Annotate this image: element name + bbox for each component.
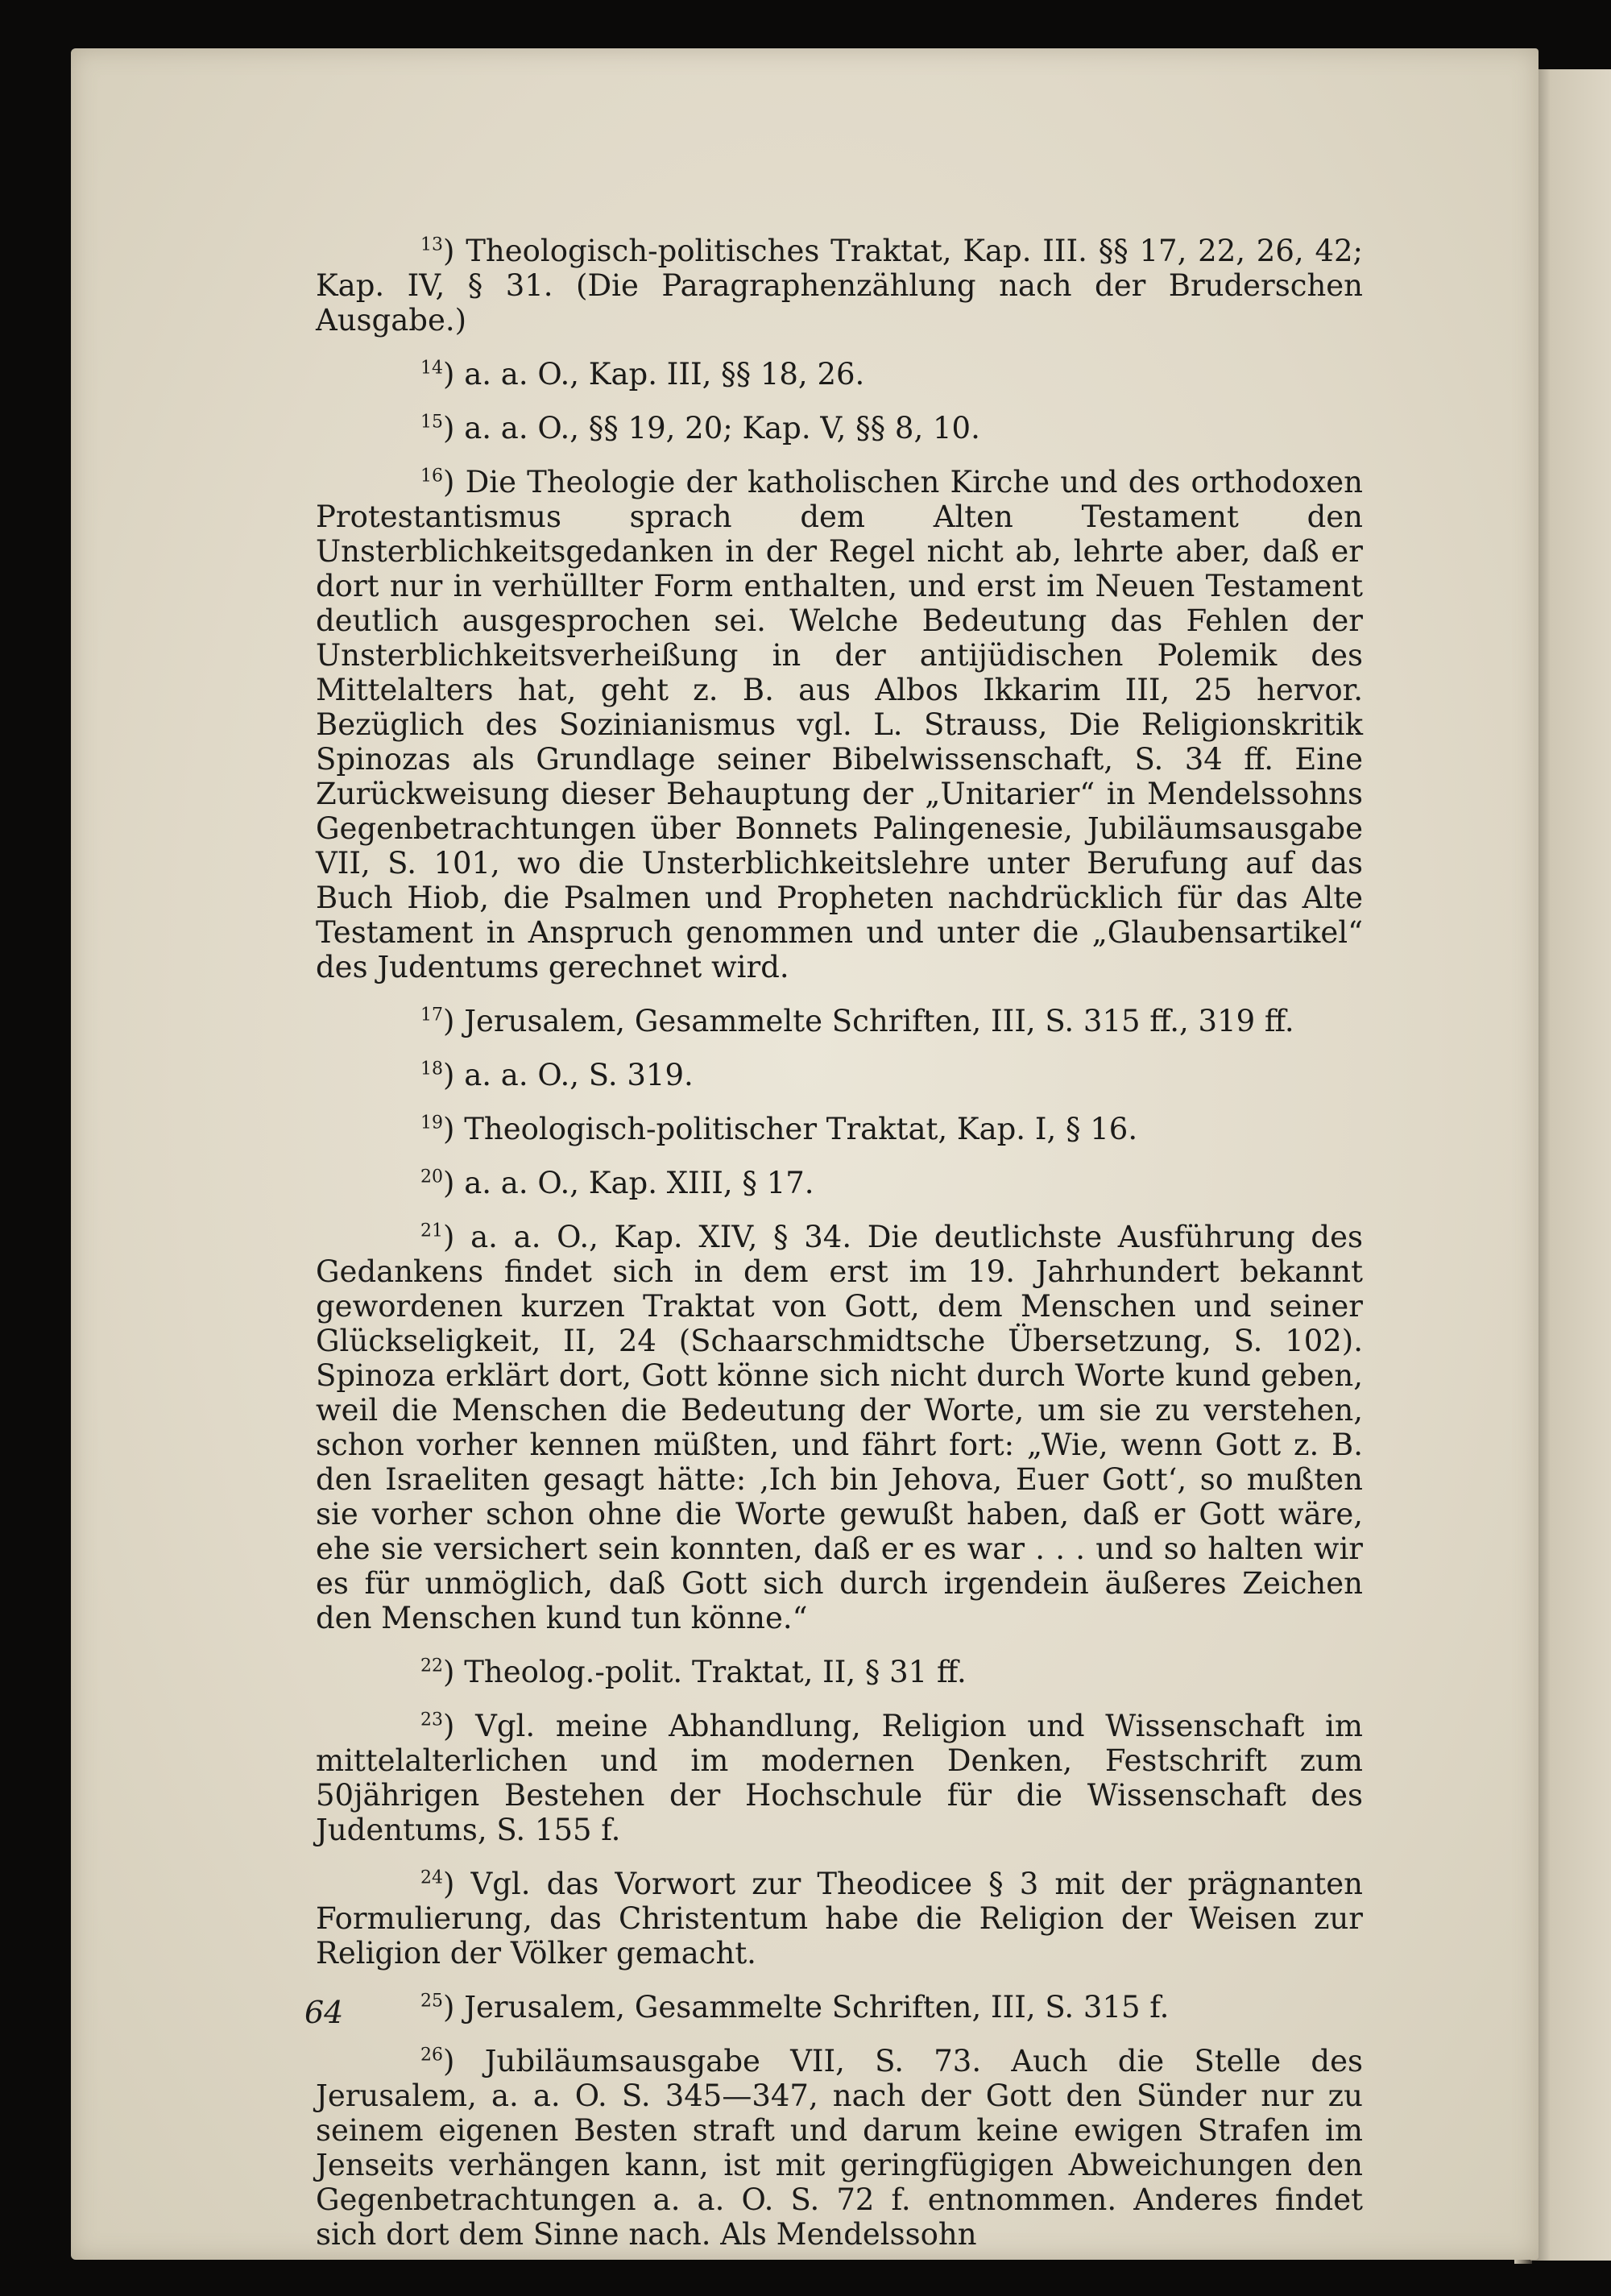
footnote-text: ) a. a. O., Kap. XIII, § 17. xyxy=(443,1166,814,1200)
footnote xyxy=(316,465,1363,984)
footnote-number: 19 xyxy=(420,1113,443,1133)
footnote-text: ) Vgl. das Vorwort zur Theodicee § 3 mit der prägnanten Formulierung, das Christentum habe die Religion der Weisen zur Religion der Völker gemacht. xyxy=(316,1867,1363,1971)
footnote-text: ) Theologisch-politischer Traktat, Kap. I, § 16. xyxy=(443,1112,1138,1146)
footnote-text: ) Jerusalem, Gesammelte Schriften, III, S. 315 ff., 319 ff. xyxy=(443,1004,1294,1038)
footnote-number: 22 xyxy=(420,1656,443,1676)
footnote xyxy=(316,1166,1363,1200)
footnotes-block xyxy=(316,234,1363,2271)
footnote xyxy=(316,1112,1363,1146)
footnote xyxy=(316,411,1363,446)
footnote-text: ) a. a. O., §§ 19, 20; Kap. V, §§ 8, 10. xyxy=(443,411,980,446)
footnote-number: 17 xyxy=(420,1005,443,1026)
footnote xyxy=(316,1004,1363,1038)
footnote-text: ) Theologisch-politisches Traktat, Kap. III. §§ 17, 22, 26, 42; Kap. IV, § 31. (Die Paragraphenzählung nach der Bruderschen Ausgabe.) xyxy=(316,234,1363,338)
footnote xyxy=(316,234,1363,338)
footnote xyxy=(316,1220,1363,1635)
footnote-text: ) a. a. O., S. 319. xyxy=(443,1058,694,1092)
footnote-text: ) Jerusalem, Gesammelte Schriften, III, S. 315 f. xyxy=(443,1990,1170,2025)
footnote-number: 25 xyxy=(420,1991,443,2012)
footnote-text: ) Vgl. meine Abhandlung, Religion und Wissenschaft im mittelalterlichen und im modernen Denken, Festschrift zum 50jährigen Bestehen der Hochschule für die Wissenschaft des Judentums, S. 155 f. xyxy=(316,1709,1363,1847)
footnote-number: 13 xyxy=(420,234,443,255)
footnote-number: 21 xyxy=(420,1221,443,1241)
footnote-text: ) Theolog.-polit. Traktat, II, § 31 ff. xyxy=(443,1655,967,1689)
footnote-text: ) Jubiläumsausgabe VII, S. 73. Auch die Stelle des Jerusalem, a. a. O. S. 345—347, nach der Gott den Sünder nur zu seinem eigenen Besten straft und darum keine ewigen Strafen im Jenseits verhängen kann, ist mit geringfügigen Abweichungen den Gegenbetrachtungen a. a. O. S. 72 f. entnommen. Anderes findet sich dort dem Sinne nach. Als Mendelssohn xyxy=(316,2044,1363,2252)
footnote xyxy=(316,1655,1363,1689)
footnote-number: 14 xyxy=(420,358,443,379)
footnote-text: ) a. a. O., Kap. III, §§ 18, 26. xyxy=(443,357,865,392)
footnote-number: 15 xyxy=(420,412,443,433)
footnote xyxy=(316,357,1363,392)
footnote-number: 24 xyxy=(420,1867,443,1888)
footnote-number: 23 xyxy=(420,1710,443,1730)
footnote xyxy=(316,1990,1363,2025)
page-number: 64 xyxy=(304,1995,344,2030)
footnote-text: ) Die Theologie der katholischen Kirche und des orthodoxen Protestantismus sprach dem Alten Testament den Unsterblichkeitsgedanken in der Regel nicht ab, lehrte aber, daß er dort nur in verhüllter Form enthalten, und erst im Neuen Testament deutlich ausgesprochen sei. Welche Bedeutung das Fehlen der Unsterblichkeitsverheißung in der antijüdischen Polemik des Mittelalters hat, geht z. B. aus Albos Ikkarim III, 25 hervor. Bezüglich des Sozinianismus vgl. L. Strauss, Die Religionskritik Spinozas als Grundlage seiner Bibelwissenschaft, S. 34 ff. Eine Zurückweisung dieser Behauptung der „Unitarier“ in Mendelssohns Gegenbetrachtungen über Bonnets Palingenesie, Jubiläumsausgabe VII, S. 101, wo die Unsterblichkeitslehre unter Berufung auf das Buch Hiob, die Psalmen und Propheten nachdrücklich für das Alte Testament in Anspruch genommen und unter die „Glaubensartikel“ des Judentums gerechnet wird. xyxy=(316,465,1363,984)
footnote xyxy=(316,1058,1363,1092)
footnote xyxy=(316,1867,1363,1971)
footnote xyxy=(316,1709,1363,1847)
footnote-number: 20 xyxy=(420,1167,443,1187)
footnote-number: 26 xyxy=(420,2045,443,2066)
facing-page-edge xyxy=(1530,69,1611,2261)
footnote-number: 16 xyxy=(420,466,443,487)
footnote xyxy=(316,2044,1363,2252)
footnote-text: ) a. a. O., Kap. XIV, § 34. Die deutlichste Ausführung des Gedankens findet sich in dem erst im 19. Jahrhundert bekannt gewordenen kurzen Traktat von Gott, dem Menschen und seiner Glückseligkeit, II, 24 (Schaarschmidtsche Übersetzung, S. 102). Spinoza erklärt dort, Gott könne sich nicht durch Worte kund geben, weil die Menschen die Bedeutung der Worte, um sie zu verstehen, schon vorher kennen müßten, und fährt fort: „Wie, wenn Gott z. B. den Israeliten gesagt hätte: ‚Ich bin Jehova, Euer Gott‘, so mußten sie vorher schon ohne die Worte gewußt haben, daß er Gott wäre, ehe sie versichert sein konnten, daß er es war . . . und so halten wir es für unmöglich, daß Gott sich durch irgendein äußeres Zeichen den Menschen kund tun könne.“ xyxy=(316,1220,1363,1635)
footnote-number: 18 xyxy=(420,1059,443,1080)
